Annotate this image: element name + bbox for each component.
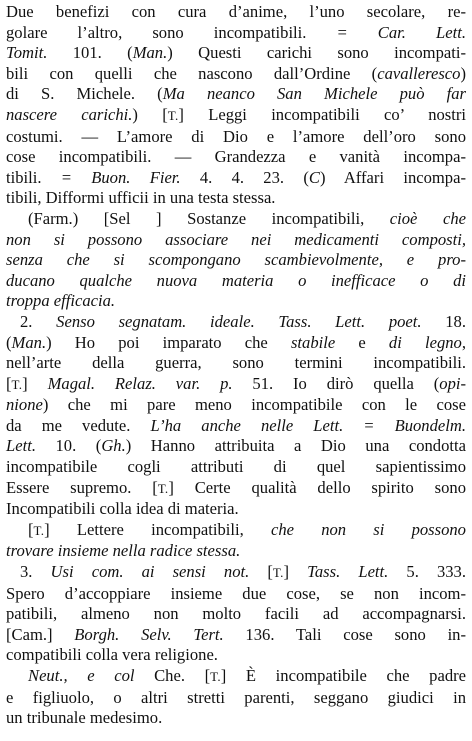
text-line: bili con quelli che nascono dall’Ordine (cavalleresco): [6, 63, 466, 83]
text-line: [T.] Lettere incompatibili, che non si possono: [28, 519, 466, 539]
text-line: nione) che mi pare meno incompatibile con le cose: [6, 395, 466, 415]
text-line: non si possono associare nei medicamenti composti,: [6, 229, 466, 249]
text-line: Tomit. 101. (Man.) Questi carichi sono incompati-: [6, 43, 466, 63]
text-line: troppa efficacia.: [6, 291, 116, 311]
text-line: Essere supremo. [T.] Certe qualità dello spirito sono: [6, 477, 466, 497]
text-line: 3. Usi com. ai sensi not. [T.] Tass. Lett. 5. 333.: [20, 562, 466, 582]
text-line: incompatibile cogli attributi di quel sapientissimo: [6, 457, 466, 477]
text-line: Lett. 10. (Gh.) Hanno attribuita a Dio una condotta: [6, 436, 466, 456]
text-line: costumi. — L’amore di Dio e l’amore dell’oro sono: [6, 126, 466, 146]
text-line: compatibili colla vera religione.: [6, 645, 218, 665]
text-line: un tribunale medesimo.: [6, 708, 163, 728]
text-line: da me vedute. L’ha anche nelle Lett. = Buondelm.: [6, 415, 466, 435]
text-line: (Man.) Ho poi imparato che stabile e di legno,: [6, 332, 466, 352]
text-line: ducano qualche nuova materia o inefficace o di: [6, 270, 466, 290]
text-line: Spero d’accoppiare insieme due cose, se non incom-: [6, 583, 466, 603]
text-line: golare l’altro, sono incompatibili. = Car. Lett.: [6, 22, 466, 42]
text-line: cose incompatibili. — Grandezza e vanità incompa-: [6, 147, 466, 167]
text-line: Neut., e col Che. [T.] È incompatibile che padre: [28, 666, 467, 685]
text-line: tibili. = Buon. Fier. 4. 4. 23. (C) Affari incompa-: [6, 167, 466, 187]
text-line: e figliuolo, o altri stretti parenti, seggano giudici in: [6, 687, 466, 707]
text-line: [Cam.] Borgh. Selv. Tert. 136. Tali cose sono in-: [6, 624, 466, 644]
text-line: nascere carichi.) [T.] Leggi incompatibili co’ nostri: [6, 104, 466, 124]
text-line: tibili, Difformi ufficii in una testa stessa.: [6, 188, 276, 208]
text-line: [T.] Magal. Relaz. var. p. 51. Io dirò quella (opi-: [6, 373, 466, 393]
text-line: trovare insieme nella radice stessa.: [6, 541, 241, 561]
text-line: Incompatibili colla idea di materia.: [6, 499, 239, 519]
text-line: (Farm.) [Sel ] Sostanze incompatibili, cioè che: [28, 208, 466, 228]
text-line: senza che si scompongano scambievolmente, e pro-: [6, 250, 466, 270]
text-line: nell’arte della guerra, sono termini incompatibili.: [6, 353, 466, 373]
text-line: patibili, almeno non molto facili ad accompagnarsi.: [6, 604, 466, 624]
text-line: Due benefizi con cura d’anime, l’uno secolare, re-: [6, 2, 466, 21]
text-line: di S. Michele. (Ma neanco San Michele può far: [6, 84, 466, 104]
text-line: 2. Senso segnatam. ideale. Tass. Lett. poet. 18.: [20, 311, 467, 331]
